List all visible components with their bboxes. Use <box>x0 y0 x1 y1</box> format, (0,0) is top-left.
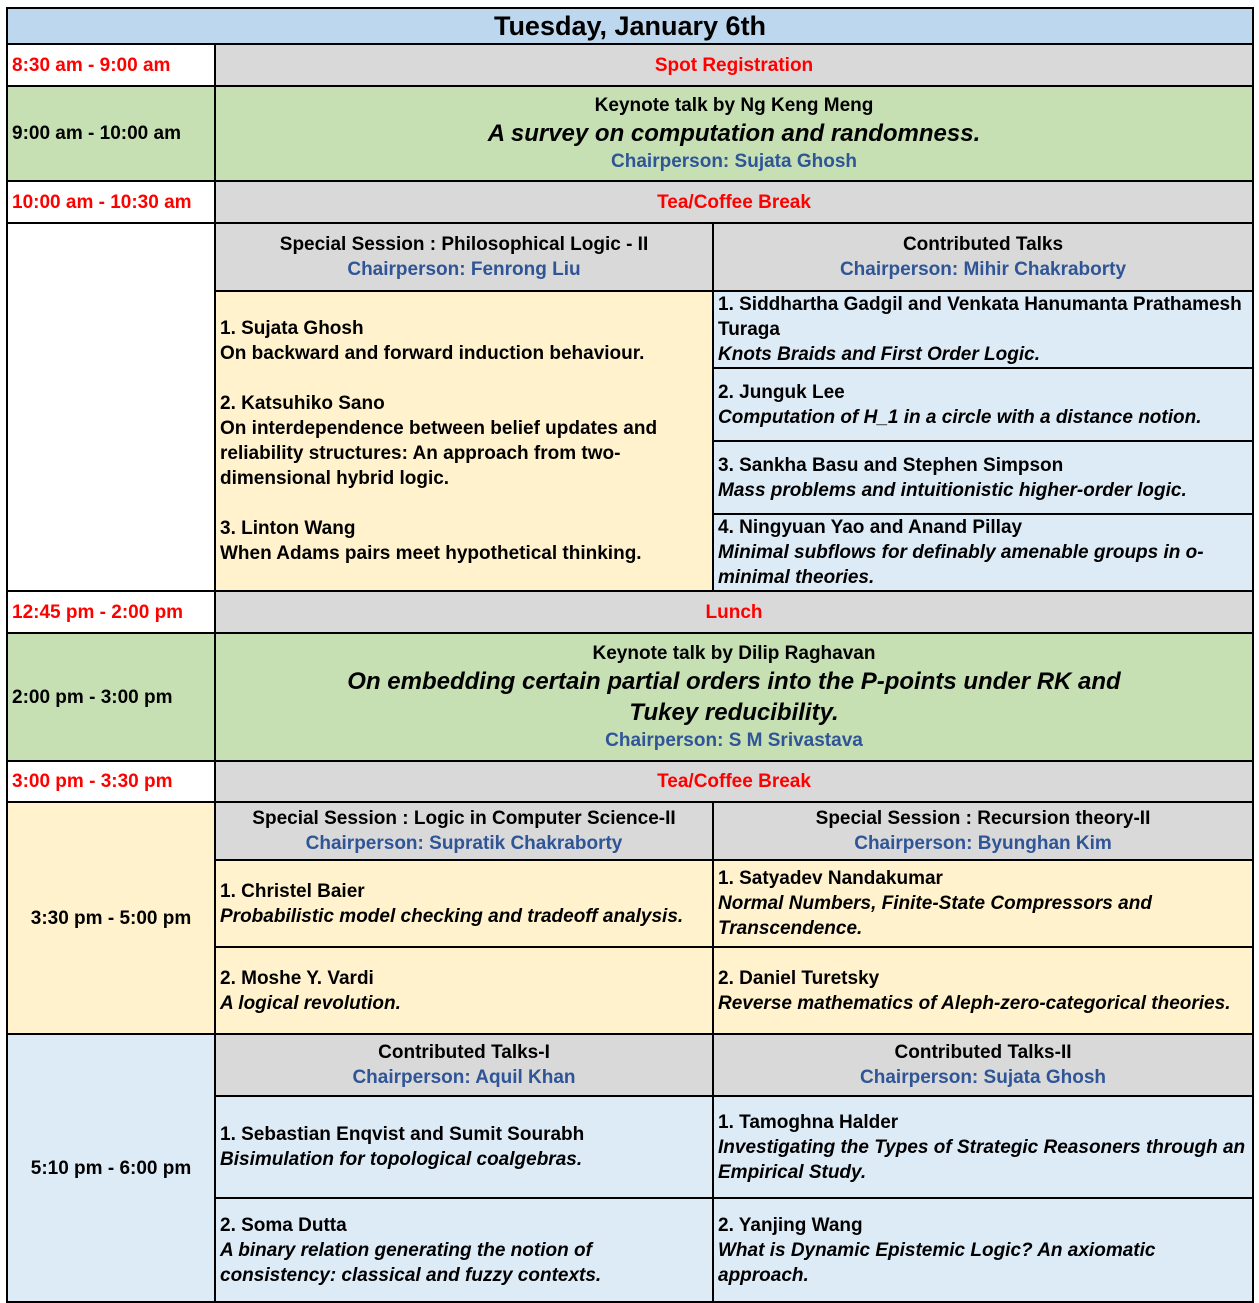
session-b-left-talk-2 <box>215 947 713 1034</box>
registration-label: Spot Registration <box>215 44 1253 86</box>
session-b-right-talk-2 <box>713 947 1253 1034</box>
session-c-left-heading: Contributed Talks-I <box>378 1042 550 1063</box>
session-a-right-talk-1 <box>713 291 1253 368</box>
session-a-right-header <box>713 223 1253 291</box>
time-lunch: 12:45 pm - 2:00 pm <box>7 591 215 633</box>
session-a-right-talk-3 <box>713 441 1253 514</box>
talk-title: Mass problems and intuitionistic higher-order logic. <box>718 479 1187 501</box>
talk-title: Investigating the Types of Strategic Reasoners through an Empirical Study. <box>718 1136 1246 1183</box>
title-row <box>7 8 1253 44</box>
time-session-c: 5:10 pm - 6:00 pm <box>7 1034 215 1302</box>
time-keynote1: 9:00 am - 10:00 am <box>7 86 215 181</box>
session-c-left-chair: Chairperson: Aquil Khan <box>352 1067 576 1088</box>
session-b-header-row <box>7 802 1253 860</box>
keynote2-cell <box>215 633 1253 761</box>
session-a-right-chair: Chairperson: Mihir Chakraborty <box>839 259 1127 280</box>
session-c-left-header <box>215 1034 713 1096</box>
talk-title: Normal Numbers, Finite-State Compressors and Transcendence. <box>718 893 1152 939</box>
break1-label: Tea/Coffee Break <box>215 181 1253 223</box>
keynote2-row <box>7 633 1253 761</box>
keynote2-chair: Chairperson: S M Srivastava <box>605 730 863 751</box>
talk-author: 2. Katsuhiko Sano <box>220 393 385 414</box>
session-c-right-header <box>713 1034 1253 1096</box>
break1-row <box>7 181 1253 223</box>
session-b-left-chair: Chairperson: Supratik Chakraborty <box>305 833 623 854</box>
session-b-left-talk-1 <box>215 860 713 947</box>
session-b-right-talk-1 <box>713 860 1253 947</box>
session-c-right-heading: Contributed Talks-II <box>894 1042 1072 1063</box>
session-c-right-talk-2 <box>713 1198 1253 1302</box>
keynote1-heading: Keynote talk by Ng Keng Meng <box>594 95 874 116</box>
time-break2: 3:00 pm - 3:30 pm <box>7 761 215 802</box>
talk-author: 2. Yanjing Wang <box>718 1214 863 1236</box>
time-break1: 10:00 am - 10:30 am <box>7 181 215 223</box>
keynote1-row <box>7 86 1253 181</box>
session-a-right-talk-2 <box>713 368 1253 441</box>
talk-title: Computation of H_1 in a circle with a distance notion. <box>718 406 1202 428</box>
talk-author: 3. Linton Wang <box>220 518 356 539</box>
talk-author: 1. Satyadev Nandakumar <box>718 868 943 889</box>
session-a-left-heading: Special Session : Philosophical Logic - II <box>279 234 649 255</box>
talk-author: 1. Christel Baier <box>220 880 365 902</box>
talk-title: Probabilistic model checking and tradeoff analysis. <box>220 905 684 927</box>
talk-title: A binary relation generating the notion of consistency: classical and fuzzy contexts. <box>220 1239 602 1286</box>
schedule-table <box>6 7 1254 1303</box>
talk-title: Knots Braids and First Order Logic. <box>718 344 1040 365</box>
keynote1-cell <box>215 86 1253 181</box>
keynote1-talk: A survey on computation and randomness. <box>487 120 981 147</box>
time-session-b: 3:30 pm - 5:00 pm <box>7 802 215 1034</box>
talk-author: 1. Sebastian Enqvist and Sumit Sourabh <box>220 1124 585 1145</box>
session-b-right-chair: Chairperson: Byunghan Kim <box>854 833 1112 854</box>
session-b-left-heading: Special Session : Logic in Computer Science-II <box>252 808 676 829</box>
keynote2-heading: Keynote talk by Dilip Raghavan <box>592 643 876 664</box>
session-c-header-row <box>7 1034 1253 1096</box>
break2-row <box>7 761 1253 802</box>
talk-author: 1. Sujata Ghosh <box>220 318 364 339</box>
session-a-left-talks <box>215 291 713 591</box>
talk-title: Minimal subflows for definably amenable groups in o-minimal theories. <box>718 542 1204 588</box>
talk-author: 2. Moshe Y. Vardi <box>220 967 374 989</box>
time-registration: 8:30 am - 9:00 am <box>7 44 215 86</box>
talk-author: 1. Siddhartha Gadgil and Venkata Hanumanta Prathamesh Turaga <box>718 294 1242 340</box>
session-c-right-talk-1 <box>713 1096 1253 1198</box>
time-session-a <box>7 223 215 591</box>
session-a-right-talk-4 <box>713 514 1253 591</box>
keynote2-talk: On embedding certain partial orders into the P-points under RK and Tukey reducibility. <box>347 668 1121 726</box>
session-c-left-talk-1 <box>215 1096 713 1198</box>
talk-title: What is Dynamic Epistemic Logic? An axiomatic approach. <box>718 1239 1156 1286</box>
talk-title: Reverse mathematics of Aleph-zero-categorical theories. <box>718 992 1231 1014</box>
time-keynote2: 2:00 pm - 3:00 pm <box>7 633 215 761</box>
talk-author: 2. Daniel Turetsky <box>718 967 880 989</box>
talk-title: When Adams pairs meet hypothetical thinking. <box>220 543 642 564</box>
day-title: Tuesday, January 6th <box>7 8 1253 44</box>
talk-author: 3. Sankha Basu and Stephen Simpson <box>718 454 1064 476</box>
talk-title: Bisimulation for topological coalgebras. <box>220 1149 583 1170</box>
session-b-right-heading: Special Session : Recursion theory-II <box>815 808 1151 829</box>
talk-title: On backward and forward induction behaviour. <box>220 343 645 364</box>
break2-label: Tea/Coffee Break <box>215 761 1253 802</box>
session-b-left-header <box>215 802 713 860</box>
session-c-left-talk-2 <box>215 1198 713 1302</box>
session-a-left-chair: Chairperson: Fenrong Liu <box>347 259 581 280</box>
lunch-label: Lunch <box>215 591 1253 633</box>
keynote1-chair: Chairperson: Sujata Ghosh <box>611 151 857 172</box>
session-a-right-heading: Contributed Talks <box>902 234 1064 255</box>
talk-author: 2. Soma Dutta <box>220 1214 347 1236</box>
lunch-row <box>7 591 1253 633</box>
talk-author: 1. Tamoghna Halder <box>718 1111 899 1133</box>
session-a-left-header <box>215 223 713 291</box>
session-c-right-chair: Chairperson: Sujata Ghosh <box>860 1067 1106 1088</box>
talk-author: 4. Ningyuan Yao and Anand Pillay <box>718 517 1023 538</box>
talk-title: On interdependence between belief updates and reliability structures: An approach from two-dimensional hybrid logic. <box>220 418 658 489</box>
talk-author: 2. Junguk Lee <box>718 381 845 403</box>
talk-title: A logical revolution. <box>220 992 401 1014</box>
registration-row <box>7 44 1253 86</box>
session-a-header-row <box>7 223 1253 291</box>
session-b-right-header <box>713 802 1253 860</box>
